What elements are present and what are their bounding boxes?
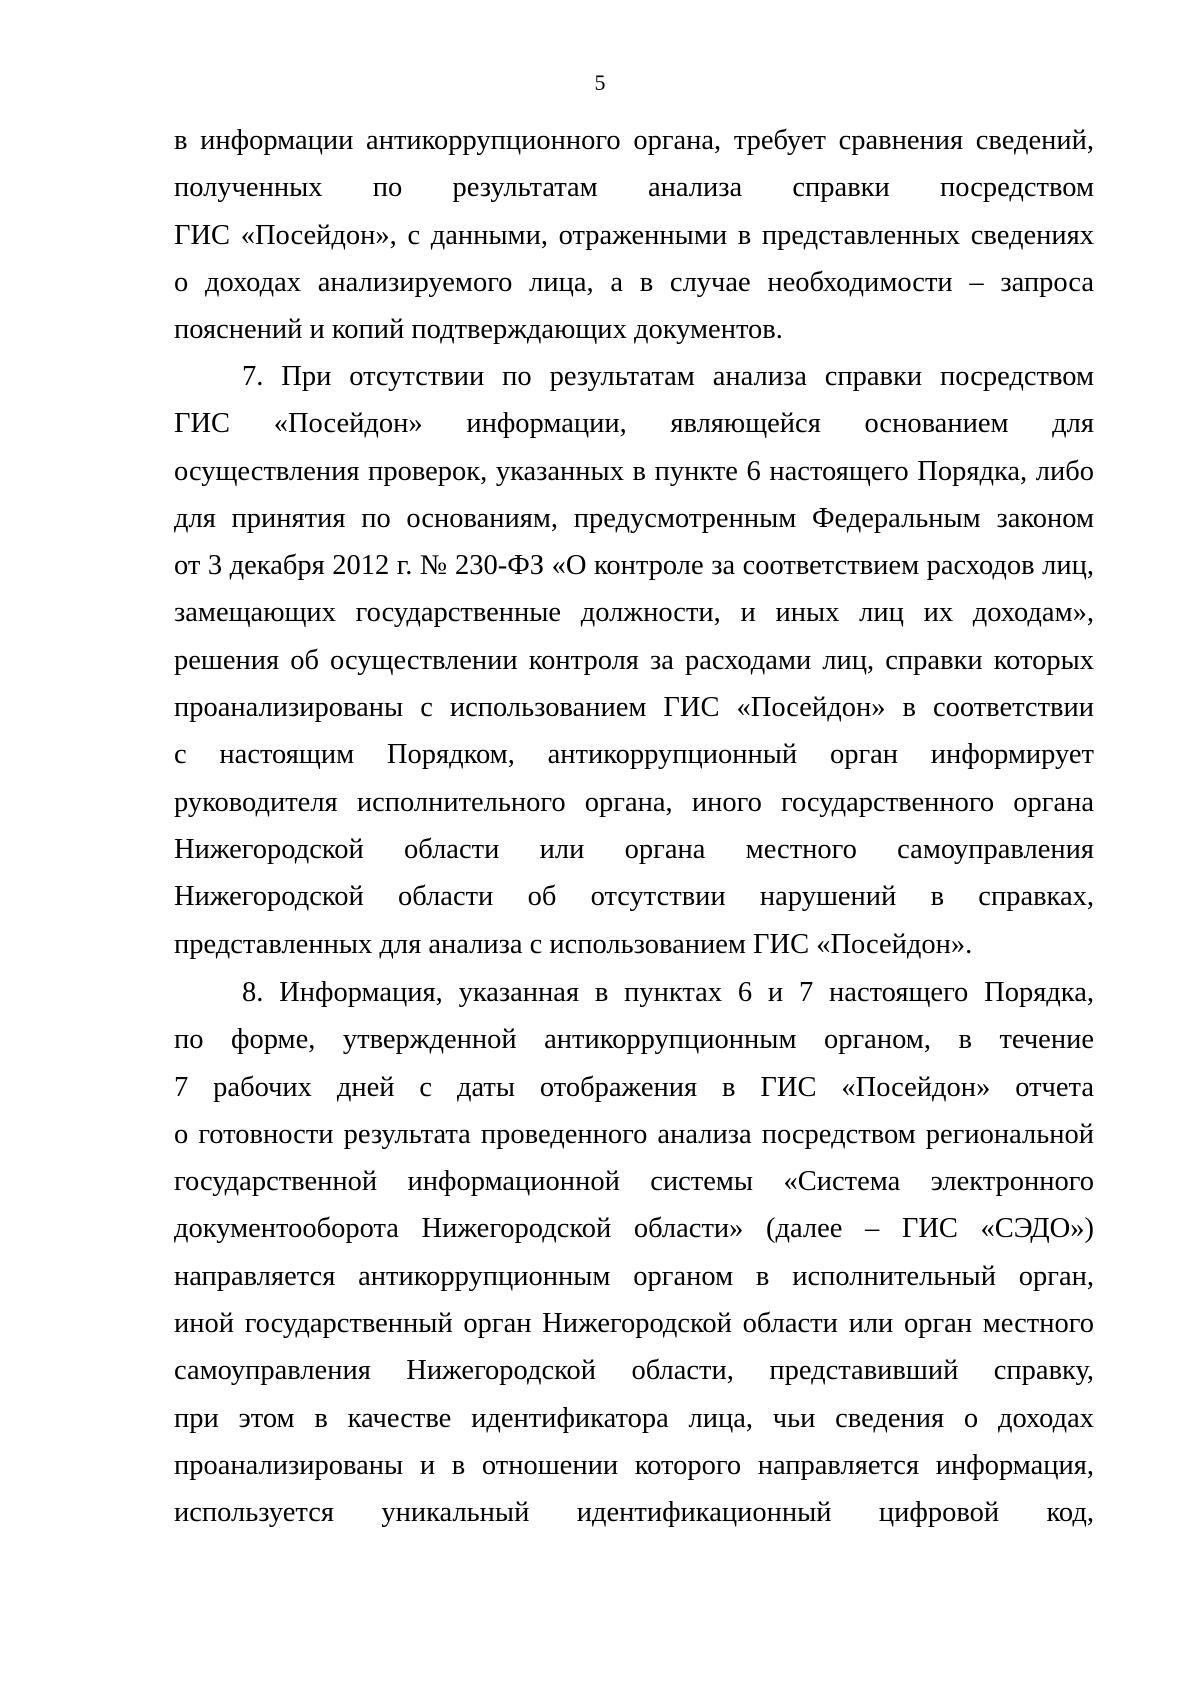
- page-number: 5: [594, 70, 606, 95]
- text-line: по форме, утвержденной антикоррупционным органом, в течение: [174, 1024, 1094, 1056]
- text-line: о доходах анализируемого лица, а в случае необходимости – запроса: [174, 266, 1094, 298]
- text-line: ГИС «Посейдон», с данными, отраженными в представленных сведениях: [174, 219, 1094, 251]
- text-line: решения об осуществлении контроля за расходами лиц, справки которых: [174, 644, 1094, 676]
- text-line: 7. При отсутствии по результатам анализа справки посредством: [242, 361, 1094, 392]
- text-line: с настоящим Порядком, антикоррупционный орган информирует: [174, 739, 1094, 771]
- text-line: представленных для анализа с использованием ГИС «Посейдон».: [174, 928, 973, 960]
- text-line: иной государственный орган Нижегородской области или орган местного: [174, 1308, 1094, 1340]
- text-line: замещающих государственные должности, и иных лиц их доходам»,: [174, 597, 1094, 629]
- text-line: пояснений и копий подтверждающих документов.: [174, 314, 783, 346]
- text-line: 8. Информация, указанная в пунктах 6 и 7 настоящего Порядка,: [242, 977, 1094, 1008]
- text-line: Нижегородской области или органа местного самоуправления: [174, 833, 1094, 865]
- text-line: руководителя исполнительного органа, иного государственного органа: [174, 786, 1094, 818]
- text-line: полученных по результатам анализа справки посредством: [174, 172, 1094, 204]
- text-line: 7 рабочих дней с даты отображения в ГИС «Посейдон» отчета: [174, 1071, 1094, 1103]
- text-line: направляется антикоррупционным органом в исполнительный орган,: [174, 1260, 1094, 1292]
- text-line: для принятия по основаниям, предусмотренным Федеральным законом: [174, 502, 1094, 534]
- text-line: проанализированы и в отношении которого направляется информация,: [174, 1449, 1094, 1481]
- text-line: самоуправления Нижегородской области, представивший справку,: [174, 1355, 1094, 1387]
- text-line: о готовности результата проведенного анализа посредством региональной: [174, 1118, 1094, 1150]
- text-line: от 3 декабря 2012 г. № 230-ФЗ «О контроле за соответствием расходов лиц,: [174, 550, 1094, 582]
- text-line: государственной информационной системы «Система электронного: [174, 1166, 1094, 1198]
- text-line: осуществления проверок, указанных в пункте 6 настоящего Порядка, либо: [174, 455, 1094, 487]
- text-line: ГИС «Посейдон» информации, являющейся основанием для: [174, 408, 1094, 440]
- text-line: используется уникальный идентификационный цифровой код,: [174, 1497, 1094, 1529]
- text-line: документооборота Нижегородской области» (далее – ГИС «СЭДО»): [174, 1213, 1094, 1245]
- text-line: при этом в качестве идентификатора лица, чьи сведения о доходах: [174, 1402, 1094, 1434]
- text-line: в информации антикоррупционного органа, требует сравнения сведений,: [174, 125, 1094, 156]
- paragraph-item-8: [174, 969, 1094, 1537]
- text-line: проанализированы с использованием ГИС «Посейдон» в соответствии: [174, 692, 1094, 724]
- paragraph-continuation: [174, 117, 1094, 353]
- paragraph-item-7: [174, 353, 1094, 968]
- text-line: Нижегородской области об отсутствии нарушений в справках,: [174, 881, 1094, 913]
